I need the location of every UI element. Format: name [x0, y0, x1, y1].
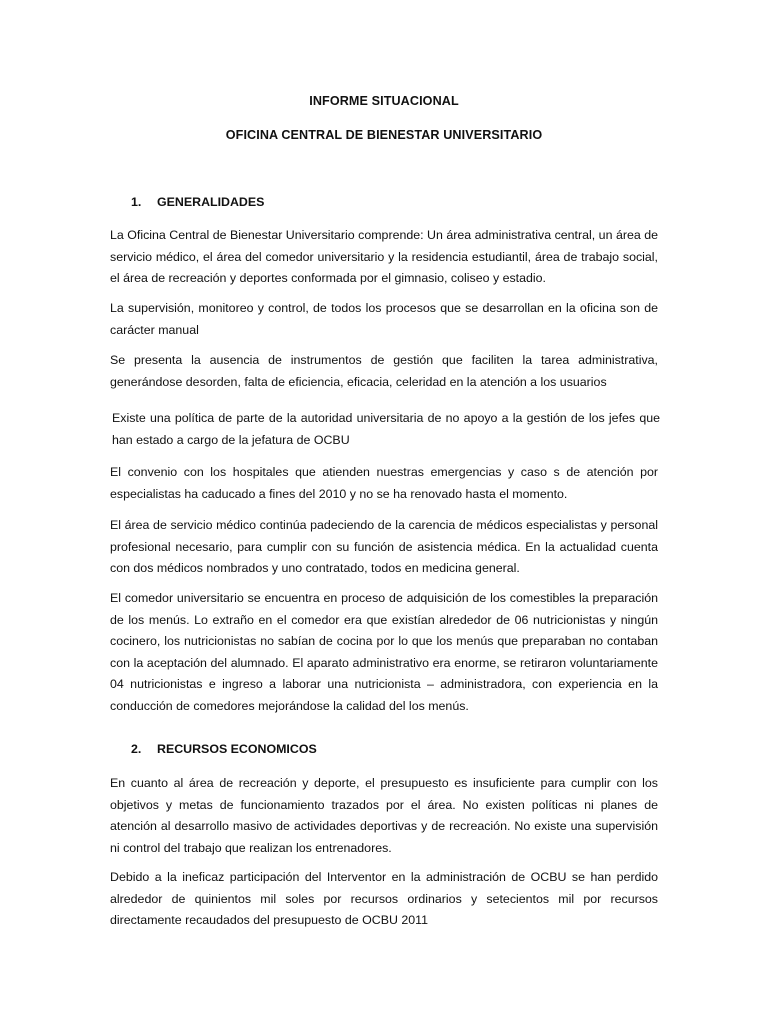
paragraph-ocbu-areas: La Oficina Central de Bienestar Universitario comprende: Un área administrativa central, un área de servicio médico, el área del comedor universitario y la residencia estudiantil, área de trabajo social, el área de recreación y deportes conformada por el gimnasio, coliseo y estadio.	[110, 228, 658, 285]
section-number: 1.	[131, 195, 142, 209]
paragraph-politica-autoridad: Existe una política de parte de la autoridad universitaria de no apoyo a la gestión de los jefes que han estado a cargo de la jefatura de OCBU	[112, 411, 660, 447]
paragraph-comedor: El comedor universitario se encuentra en proceso de adquisición de los comestibles la preparación de los menús. Lo extraño en el comedor era que existían alrededor de 06 nutricionistas y ningún cocinero, los nutricionistas no sabían de cocina por lo que los menús que preparaban no contaban con la aceptación del alumnado. El aparato administrativo era enorme, se retiraron voluntariamente 04 nutricionistas e ingreso a laborar una nutricionista – administradora, con experiencia en la conducción de comedores mejorándose la calidad del los menús.	[110, 591, 658, 713]
paragraph-recreacion-deporte: En cuanto al área de recreación y deporte, el presupuesto es insuficiente para cumplir con los objetivos y metas de funcionamiento trazados por el área. No existen políticas ni planes de atención al desarrollo masivo de actividades deportivas y de recreación. No existe una supervisión ni control del trabajo que realizan los entrenadores.	[110, 776, 658, 855]
paragraph-servicio-medico: El área de servicio médico continúa padeciendo de la carencia de médicos especialistas y personal profesional necesario, para cumplir con su función de asistencia médica. En la actualidad cuenta con dos médicos nombrados y uno contratado, todos en medicina general.	[110, 518, 658, 575]
document-subtitle: OFICINA CENTRAL DE BIENESTAR UNIVERSITARIO	[225, 128, 543, 142]
paragraph-convenio-hospitales: El convenio con los hospitales que atienden nuestras emergencias y caso s de atención por especialistas ha caducado a fines del 2010 y no se ha renovado hasta el momento.	[110, 465, 658, 501]
section-heading-recursos-economicos	[131, 742, 317, 756]
section-title: RECURSOS ECONOMICOS	[157, 742, 317, 756]
paragraph-instrumentos-gestion: Se presenta la ausencia de instrumentos de gestión que faciliten la tarea administrativa, generándose desorden, falta de eficiencia, eficacia, celeridad en la atención a los usuarios	[110, 353, 658, 389]
section-heading-generalidades	[131, 195, 264, 209]
paragraph-interventor: Debido a la ineficaz participación del Interventor en la administración de OCBU se han perdido alrededor de quinientos mil soles por recursos ordinarios y setecientos mil por recursos directamente recaudados del presupuesto de OCBU 2011	[110, 870, 658, 927]
section-number: 2.	[131, 742, 142, 756]
document-title: INFORME SITUACIONAL	[309, 94, 459, 108]
section-title: GENERALIDADES	[157, 195, 265, 209]
paragraph-supervision: La supervisión, monitoreo y control, de todos los procesos que se desarrollan en la oficina son de carácter manual	[110, 301, 658, 337]
